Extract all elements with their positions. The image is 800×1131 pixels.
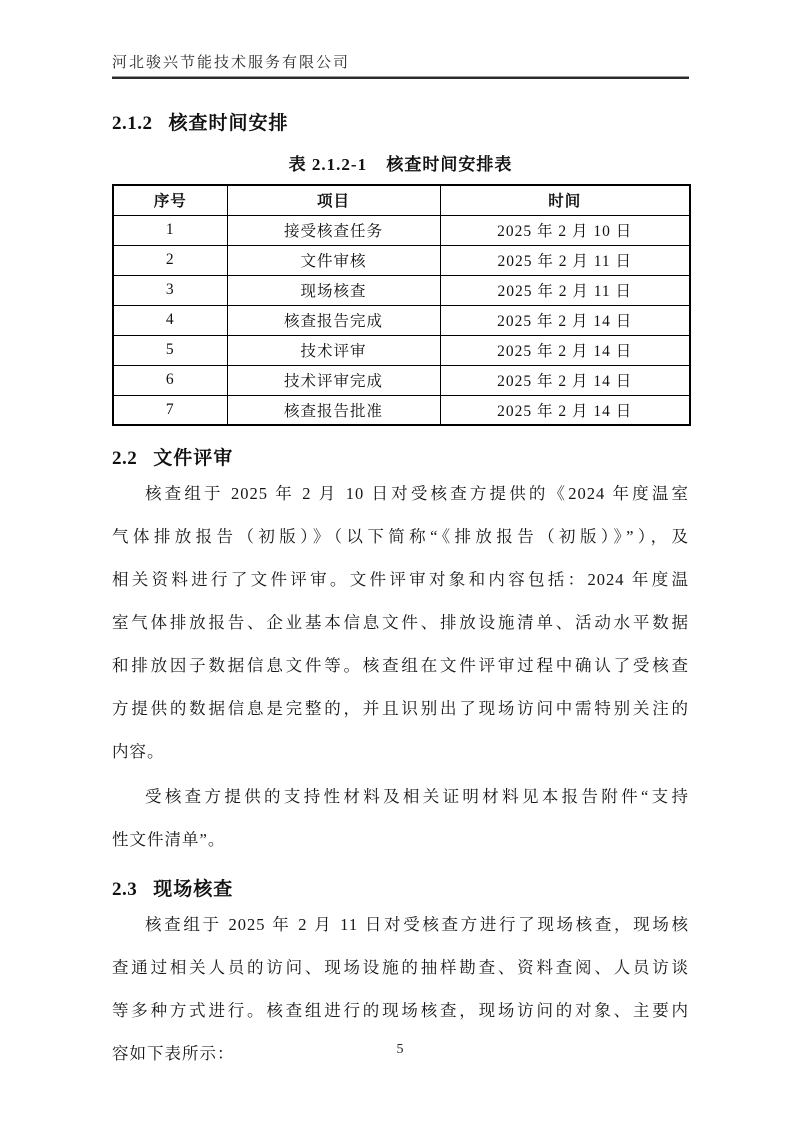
table-cell-time: 2025 年 2 月 11 日 <box>440 245 690 275</box>
table-cell-item: 核查报告完成 <box>227 305 440 335</box>
table-caption-number: 表 2.1.2-1 <box>288 155 368 174</box>
column-header-seq: 序号 <box>113 185 227 215</box>
paragraph-line: 和排放因子数据信息文件等。核查组在文件评审过程中确认了受核查 <box>112 656 689 675</box>
section-number: 2.1.2 <box>112 113 153 134</box>
table-cell-seq: 3 <box>113 275 227 305</box>
header-rule <box>112 76 689 79</box>
paragraph-line: 核查组于 2025 年 2 月 11 日对受核查方进行了现场核查，现场核 <box>145 915 689 934</box>
paragraph-line: 气体排放报告（初版）》（以下简称“《排放报告（初版）》”），及 <box>112 527 689 546</box>
table-cell-seq: 1 <box>113 215 227 245</box>
table-cell-item: 接受核查任务 <box>227 215 440 245</box>
paragraph-document-review-1 <box>112 472 689 773</box>
table-cell-item: 现场核查 <box>227 275 440 305</box>
section-number: 2.3 <box>112 879 138 900</box>
section-heading-2-2 <box>112 443 689 470</box>
table-row <box>113 395 690 425</box>
page-number: 5 <box>396 1042 404 1057</box>
table-cell-time: 2025 年 2 月 11 日 <box>440 275 690 305</box>
paragraph-line: 查通过相关人员的访问、现场设施的抽样勘查、资料查阅、人员访谈 <box>112 958 689 977</box>
table-cell-item: 核查报告批准 <box>227 395 440 425</box>
paragraph-line: 受核查方提供的支持性材料及相关证明材料见本报告附件“支持 <box>145 787 689 806</box>
table-caption <box>112 150 689 175</box>
page-content <box>112 108 689 1075</box>
column-header-item: 项目 <box>227 185 440 215</box>
paragraph-line: 等多种方式进行。核查组进行的现场核查，现场访问的对象、主要内 <box>112 1001 689 1020</box>
table-cell-item: 技术评审完成 <box>227 365 440 395</box>
schedule-table <box>112 184 691 426</box>
table-cell-item: 文件审核 <box>227 245 440 275</box>
paragraph-line: 内容。 <box>112 742 165 761</box>
table-cell-seq: 2 <box>113 245 227 275</box>
table-cell-time: 2025 年 2 月 14 日 <box>440 305 690 335</box>
column-header-time: 时间 <box>440 185 690 215</box>
table-cell-seq: 6 <box>113 365 227 395</box>
table-row <box>113 275 690 305</box>
table-cell-seq: 5 <box>113 335 227 365</box>
table-cell-time: 2025 年 2 月 14 日 <box>440 365 690 395</box>
table-row <box>113 215 690 245</box>
paragraph-line: 相关资料进行了文件评审。文件评审对象和内容包括：2024 年度温 <box>112 570 689 589</box>
section-title: 现场核查 <box>153 879 234 900</box>
paragraph-line: 核查组于 2025 年 2 月 10 日对受核查方提供的《2024 年度温室 <box>145 484 689 503</box>
table-row <box>113 305 690 335</box>
table-cell-time: 2025 年 2 月 14 日 <box>440 335 690 365</box>
table-cell-time: 2025 年 2 月 10 日 <box>440 215 690 245</box>
table-cell-time: 2025 年 2 月 14 日 <box>440 395 690 425</box>
paragraph-line: 方提供的数据信息是完整的，并且识别出了现场访问中需特别关注的 <box>112 699 689 718</box>
paragraph-line: 室气体排放报告、企业基本信息文件、排放设施清单、活动水平数据 <box>112 613 689 632</box>
section-title: 核查时间安排 <box>168 113 289 134</box>
table-header-row <box>113 185 690 215</box>
table-cell-seq: 7 <box>113 395 227 425</box>
running-header <box>112 0 689 79</box>
section-title: 文件评审 <box>153 448 234 469</box>
table-cell-seq: 4 <box>113 305 227 335</box>
table-caption-title: 核查时间安排表 <box>386 155 513 174</box>
paragraph-document-review-2 <box>112 775 689 861</box>
paragraph-line: 性文件清单”。 <box>112 830 226 849</box>
company-name: 河北骏兴节能技术服务有限公司 <box>112 55 351 71</box>
paragraph-line: 容如下表所示： <box>112 1044 235 1063</box>
table-cell-item: 技术评审 <box>227 335 440 365</box>
section-heading-2-1-2 <box>112 108 689 135</box>
section-heading-2-3 <box>112 874 689 901</box>
table-row <box>113 335 690 365</box>
table-row <box>113 365 690 395</box>
section-number: 2.2 <box>112 448 138 469</box>
table-row <box>113 245 690 275</box>
